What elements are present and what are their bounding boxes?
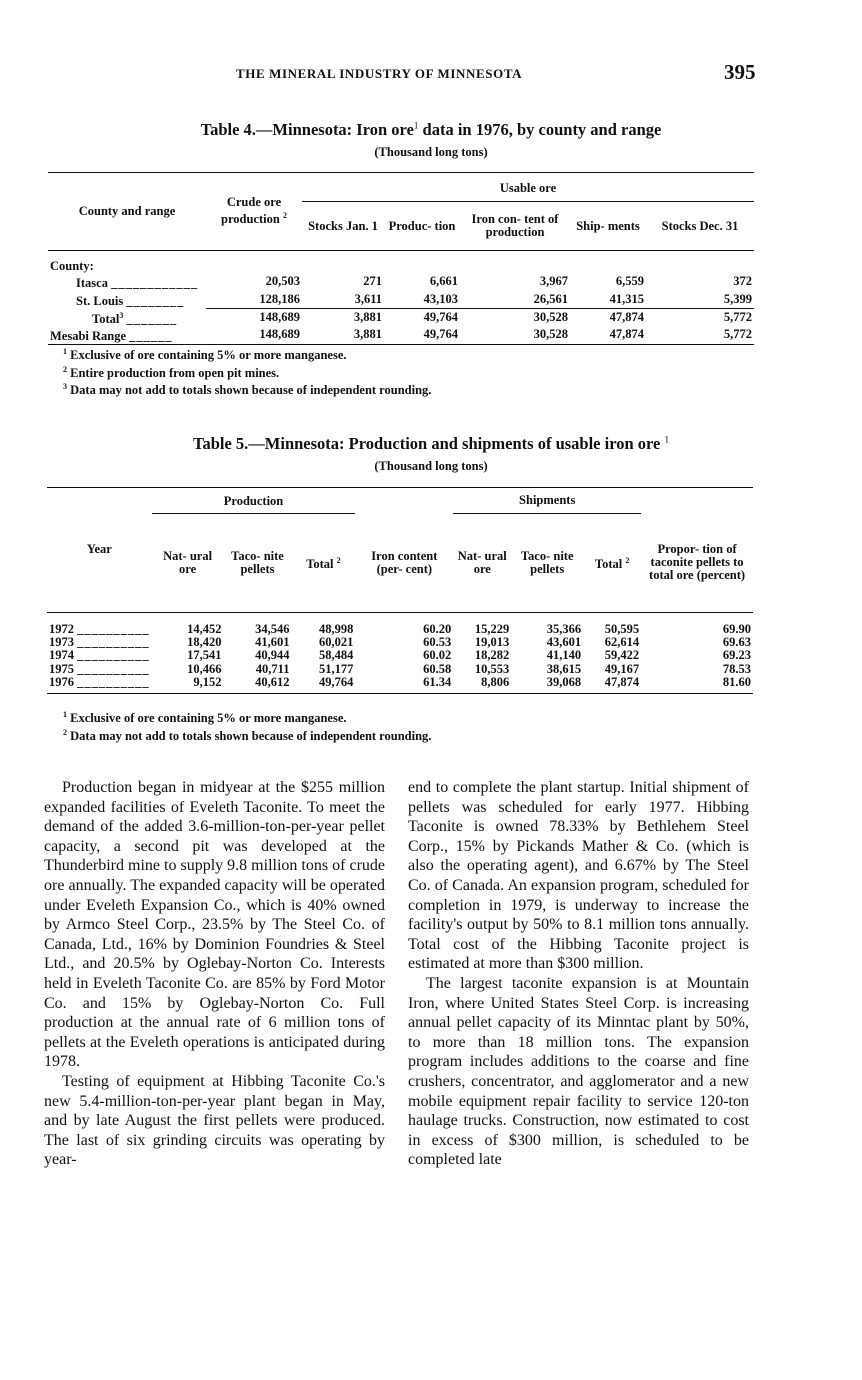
table4-title: Table 4.—Minnesota: Iron ore$^1$ data in 1976, by county and range [200,120,662,139]
table-cell: 78.53 [722,661,751,676]
table-cell: 69.63 [722,634,751,649]
footnote: $^1$ Exclusive of ore containing 5% or more manganese. [63,710,347,726]
col-header-stocks-jan: Stocks Jan. 1 [302,202,384,251]
table4-units: (Thousand long tons) [374,145,488,159]
col-header-year: Year [47,488,152,613]
footnote: $^3$ Data may not add to totals shown because of independent rounding. [63,382,432,398]
table-cell: 18,282 [474,648,510,663]
table-cell: 3,881 [302,326,384,344]
body-column-left [44,778,385,1170]
paragraph-eveleth: Production began in midyear at the $255 million expanded facilities of Eveleth Taconite. To meet the demand of the added 3.6-million-ton-per-year pellet capacity, a second pit was developed at the Thunderbird mine to supply 9.8 million tons of crude ore annually. The expanded capacity will be operated under Eveleth Expansion Co., which is 40% owned by Armco Steel Corp., 23.5% by The Steel Co. of Canada, Ltd., 16% by Dominion Foundries & Steel Ltd., and 20.5% by Oglebay-Norton Co. Interests held in Eveleth Taconite Co. are 85% by Ford Motor Co. and 15% by Oglebay-Norton Co. Full production at the annual rate of 6 million tons of pellets at the Eveleth operations is anticipated during 1978. [44,779,385,1071]
table-cell: 30,528 [460,309,570,327]
county-group-row [48,251,754,274]
table-cell: 60.53 [423,634,452,649]
table-cell: 60.58 [423,661,452,676]
table-cell: 9,152 [152,676,224,693]
table-cell: 51,177 [319,661,354,676]
col-header-prod-taconite: Taco- nite pellets [224,514,292,613]
col-header-county: County and range [48,173,206,251]
table-cell: 43,103 [423,291,458,306]
table-cell: 5,399 [723,291,752,306]
table-cell: 30,528 [460,326,570,344]
table-cell: 47,874 [570,309,646,327]
col-header-shipments: Ship- ments [570,202,646,251]
year-label: 1973 __________ [49,634,150,649]
table-cell: 148,689 [206,309,302,327]
paragraph-minntac: The largest taconite expansion is at Mountain Iron, where United States Steel Corp. is increasing annual pellet capacity of its Minntac plant by 50%, to more than 18 million tons. The expansion program includes additions to the coarse and fine crushers, concentrator, and agglomerator and a new mobile equipment repair facility to service 120-ton haulage trucks. Construction, now estimated to cost in excess of $300 million, is scheduled to be completed late [408,974,749,1169]
table-cell: 62,614 [604,634,640,649]
table4-footnotes [63,345,431,398]
col-header-shipments-group: Shipments [453,488,641,514]
table5-units: (Thousand long tons) [374,459,488,473]
table-cell: 58,484 [319,648,354,663]
table-cell: 271 [363,274,382,289]
table5 [47,487,753,694]
table-cell: 19,013 [474,634,510,649]
table-cell: 60.20 [423,621,452,636]
table-row [48,309,754,327]
table-cell: 10,466 [187,661,222,676]
col-header-prod-total: Total $^2$ [291,514,355,613]
table5-header-row2 [47,514,753,613]
table-row [48,291,754,309]
table-cell: 61.34 [355,676,453,693]
table-cell: 59,422 [604,648,640,663]
footnote: $^2$ Data may not add to totals shown because of independent rounding. [63,727,432,743]
table-cell: 50,595 [604,621,640,636]
table-cell: 20,503 [265,274,300,289]
paragraph-hibbing: Testing of equipment at Hibbing Taconite Co.'s new 5.4-million-ton-per-year plant began in May, and by late August the first pellets were produced. The last of six grinding circuits was operating by year- [44,1072,385,1169]
body-column-right [408,778,749,1170]
col-header-prod-natural: Nat- ural ore [152,514,224,613]
page-number: 395 [724,60,756,84]
table-cell: 41,315 [609,291,644,306]
row-label: Total$^3$ _______ [92,310,178,326]
row-label: Mesabi Range ______ [48,326,206,344]
table-cell: 34,546 [255,621,290,636]
table-cell: 148,689 [206,326,302,344]
col-header-iron-content: Iron content (per- cent) [355,514,453,613]
footnote: $^1$ Exclusive of ore containing 5% or more manganese. [63,347,347,363]
row-label: Itasca ____________ [76,276,199,291]
table-cell: 81.60 [641,676,753,693]
col-header-production-group: Production [152,488,356,514]
table-cell: 372 [733,274,752,289]
table4-header-row1 [48,173,754,202]
col-header-proportion: Propor- tion of taconite pellets to total ore (percent) [641,514,753,613]
table-cell: 41,140 [546,648,582,663]
table-cell: 69.23 [722,648,751,663]
table-cell: 43,601 [546,634,582,649]
table-cell: 40,612 [224,676,292,693]
table-cell: 5,772 [646,326,754,344]
table-cell: 10,553 [474,661,510,676]
table-cell: 69.90 [722,621,751,636]
table-row [47,663,753,676]
table-cell: 5,772 [646,309,754,327]
county-label: County: [50,259,94,273]
col-header-ship-taconite: Taco- nite pellets [511,514,583,613]
row-label: St. Louis ________ [76,294,185,309]
footnote: $^2$ Entire production from open pit mines. [63,364,280,380]
table-cell: 49,764 [384,326,460,344]
table-cell: 14,452 [187,621,222,636]
year-label: 1972 __________ [49,621,150,636]
year-label: 1974 __________ [49,648,150,663]
table-cell: 8,806 [453,676,511,693]
dot-leader: __________ [77,648,150,663]
dot-leader: __________ [77,675,150,690]
table-cell: 60,021 [319,634,354,649]
table-cell: 6,559 [615,274,644,289]
table-row [48,273,754,291]
table-row [47,676,753,693]
table-row [48,326,754,344]
paragraph-hibbing-continued: end to complete the plant startup. Initial shipment of pellets was scheduled for early 1977. Hibbing Taconite is owned 78.33% by Bethlehem Steel Corp., 15% by Pickands Mather & Co. (which is also the operating agent), and 6.67% by The Steel Co. of Canada. An expansion program, scheduled for completion in 1979, is underway to increase the facility's output by 50% to 8.1 million tons annually. Total cost of the Hibbing Taconite project is estimated at more than $300 million. [408,779,749,973]
table-cell: 17,541 [187,648,222,663]
table-cell: 40,711 [255,661,290,676]
table-cell: 60.02 [423,648,452,663]
table-cell: 49,764 [384,309,460,327]
table-cell: 47,874 [570,326,646,344]
dot-leader: __________ [77,634,150,649]
year-label: 1976 __________ [47,676,152,693]
table-cell: 3,611 [354,291,382,306]
col-header-crude: Crude ore production $^2$ [206,173,302,251]
table4-caption [0,120,862,160]
table-cell: 47,874 [583,676,641,693]
dot-leader: __________ [77,621,150,636]
table-cell: 3,881 [302,309,384,327]
table5-header-row1 [47,488,753,514]
table-cell: 26,561 [533,291,568,306]
col-header-usable: Usable ore [302,173,754,202]
col-header-iron-content: Iron con- tent of production [460,202,570,251]
table-cell: 49,764 [291,676,355,693]
col-header-stocks-dec: Stocks Dec. 31 [646,202,754,251]
table5-footnotes [63,708,431,743]
table-cell: 39,068 [511,676,583,693]
running-title: THE MINERAL INDUSTRY OF MINNESOTA [236,66,523,81]
table-cell: 38,615 [546,661,582,676]
table-cell: 40,944 [255,648,290,663]
table-row [47,612,753,636]
table-row [47,649,753,662]
table-cell: 6,661 [429,274,458,289]
table-cell: 48,998 [319,621,354,636]
table4 [48,172,754,345]
dot-leader: __________ [77,661,150,676]
col-header-ship-natural: Nat- ural ore [453,514,511,613]
table-cell: 3,967 [539,274,568,289]
table5-title: Table 5.—Minnesota: Production and shipments of usable iron ore $^1$ [192,434,670,453]
table-cell: 128,186 [259,291,300,306]
table-cell: 15,229 [474,621,510,636]
table-row [47,636,753,649]
table-cell: 41,601 [255,634,290,649]
col-header-production: Produc- tion [384,202,460,251]
table-cell: 49,167 [604,661,640,676]
table-cell: 18,420 [187,634,222,649]
table5-caption [0,434,862,474]
table-cell: 35,366 [546,621,582,636]
year-label: 1975 __________ [49,661,150,676]
col-header-ship-total: Total $^2$ [583,514,641,613]
